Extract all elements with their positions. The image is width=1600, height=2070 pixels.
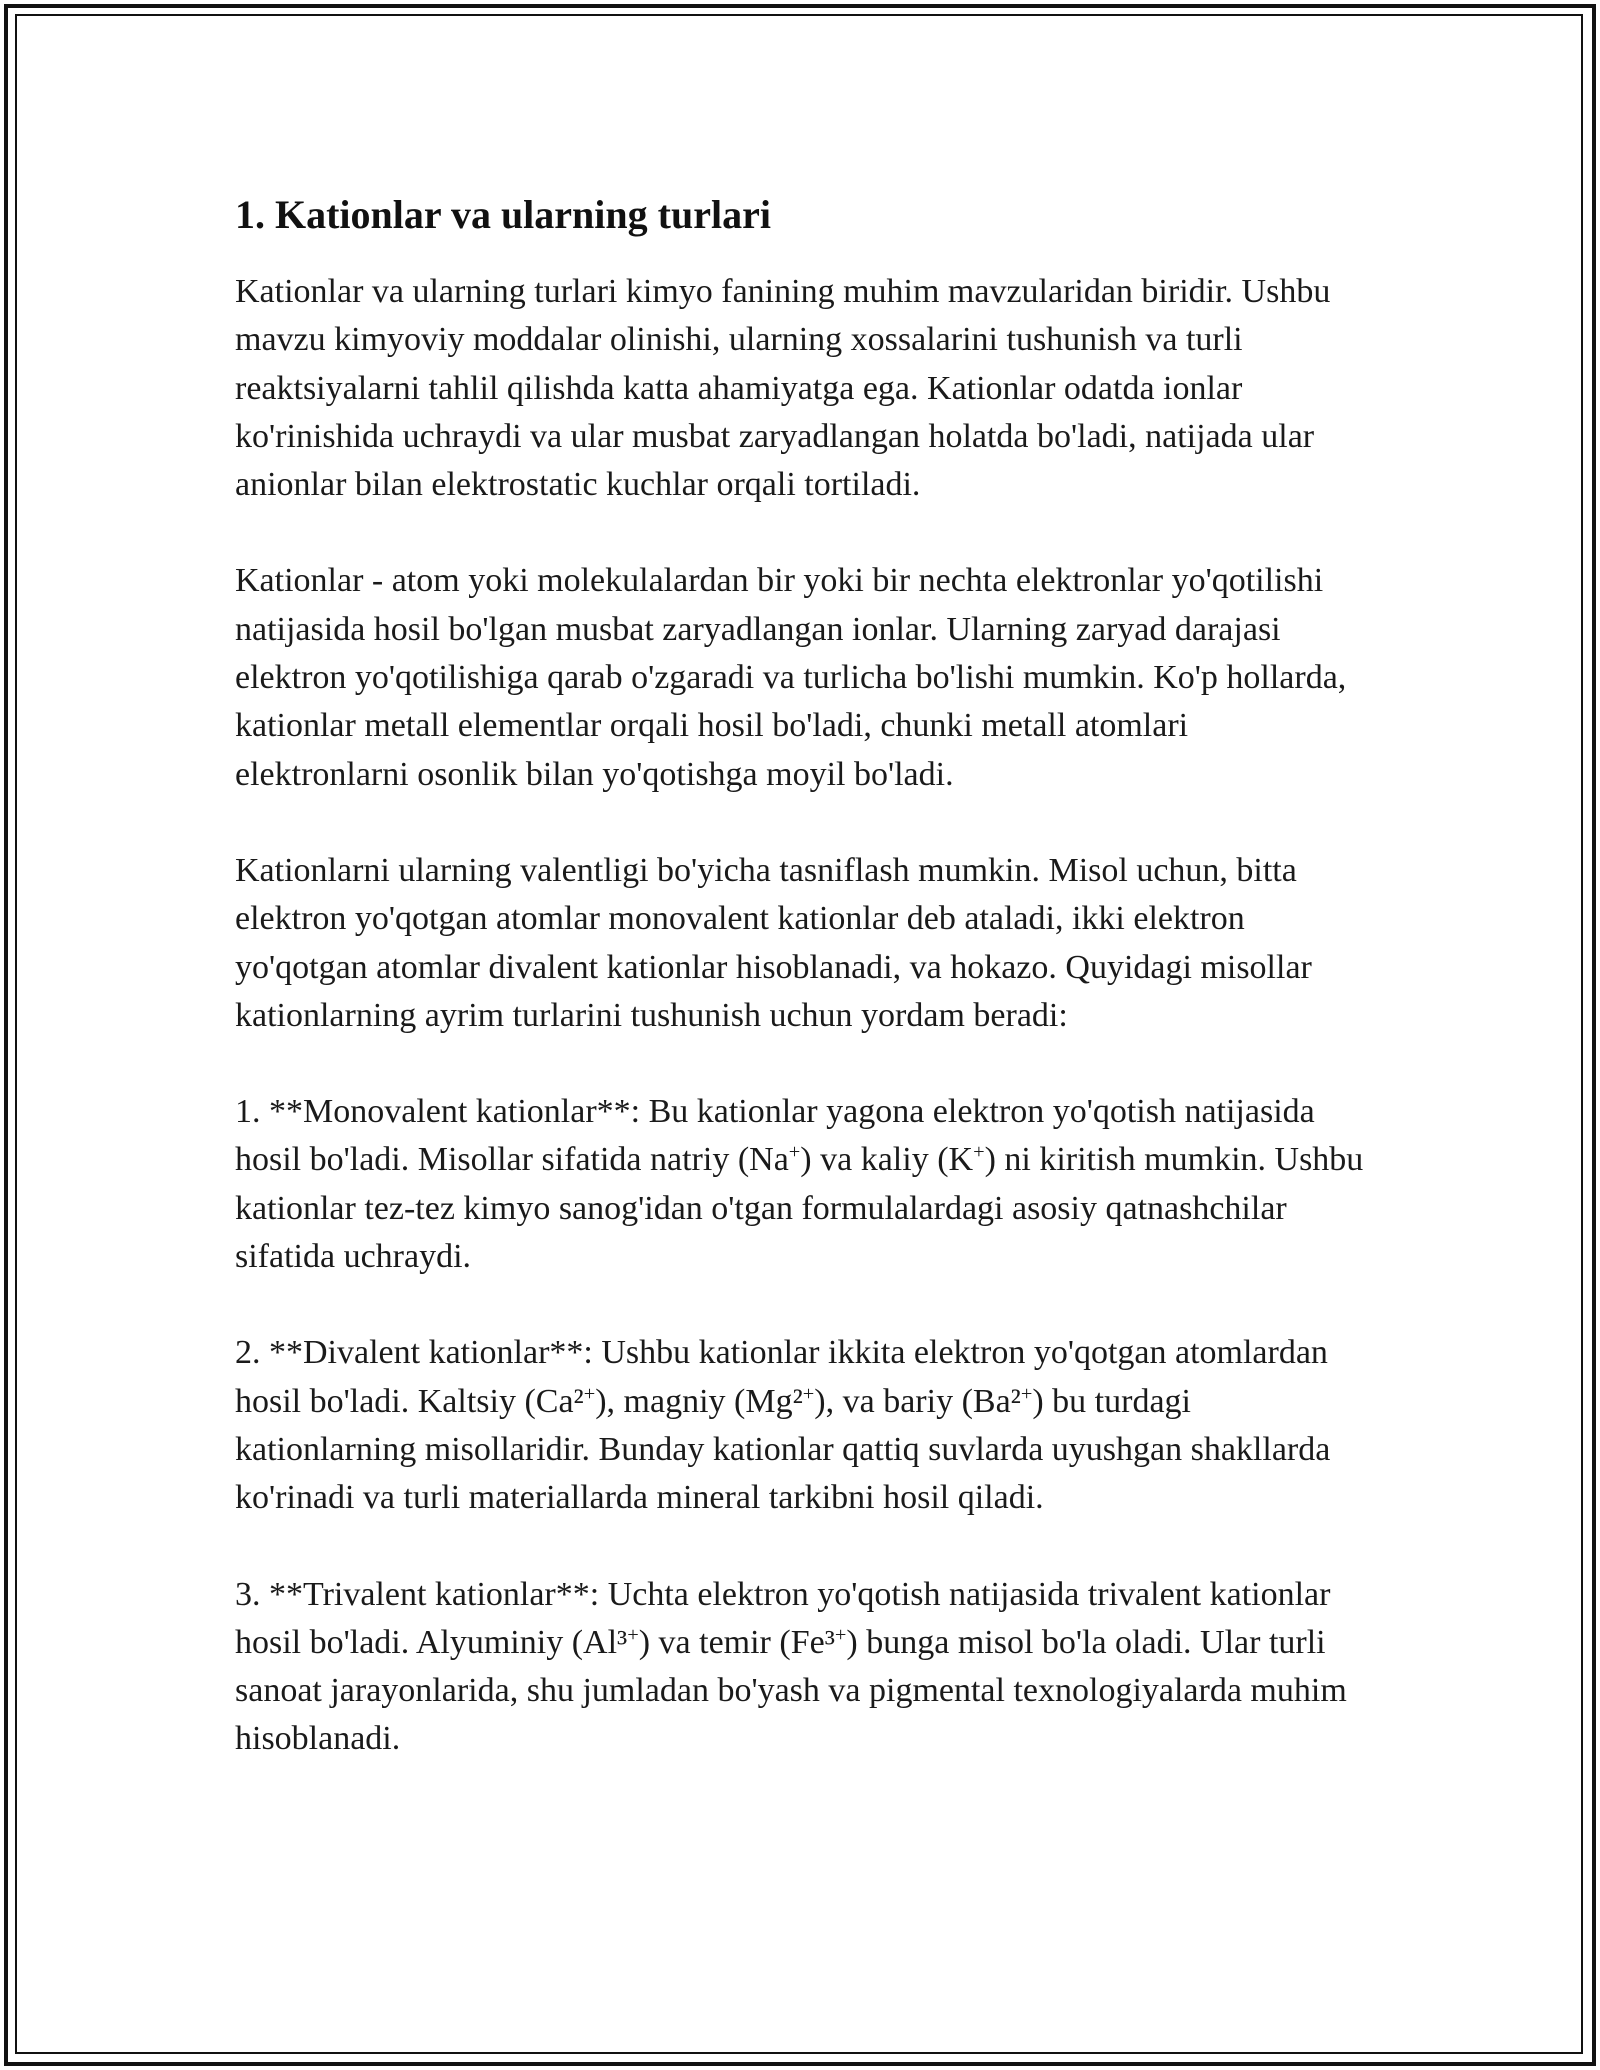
list-item-divalent: 2. **Divalent kationlar**: Ushbu kationlar ikkita elektron yo'qotgan atomlardan hosil bo'ladi. Kaltsiy (Ca²+), magniy (Mg²+), va bariy (Ba²+) bu turdagi kationlarning misollaridir. Bunday kationlar qattiq suvlarda uyushgan shakllarda ko'rinadi va turli materiallarda mineral tarkibni hosil qiladi. <box>235 1334 1331 1517</box>
list-item-trivalent: 3. **Trivalent kationlar**: Uchta elektron yo'qotish natijasida trivalent kationlar hosil bo'ladi. Alyuminiy (Al³+) va temir (Fe³+) bunga misol bo'la oladi. Ular turli sanoat jarayonlarida, shu jumladan bo'yash va pigmental texnologiyalarda muhim hisoblanadi. <box>235 1575 1347 1758</box>
list-item-monovalent: 1. **Monovalent kationlar**: Bu kationlar yagona elektron yo'qotish natijasida hosil bo'ladi. Misollar sifatida natriy (Na+) va kaliy (K+) ni kiritish mumkin. Ushbu kationlar tez-tez kimyo sanog'idan o'tgan formulalardagi asosiy qatnashchilar sifatida uchraydi. <box>235 1093 1364 1276</box>
paragraph-intro: Kationlar va ularning turlari kimyo fanining muhim mavzularidan biridir. Ushbu mavzu kimyoviy moddalar olinishi, ularning xossalarini tushunish va turli reaktsiyalarni tahlil qilishda katta ahamiyatga ega. Kationlar odatda ionlar ko'rinishida uchraydi va ular musbat zaryadlangan holatda bo'ladi, natijada ular anionlar bilan elektrostatic kuchlar orqali tortiladi. <box>235 273 1331 504</box>
document-body <box>235 190 1370 1812</box>
paragraph-definition: Kationlar - atom yoki molekulalardan bir yoki bir nechta elektronlar yo'qotilishi natijasida hosil bo'lgan musbat zaryadlangan ionlar. Ularning zaryad darajasi elektron yo'qotilishiga qarab o'zgaradi va turlicha bo'lishi mumkin. Ko'p hollarda, kationlar metall elementlar orqali hosil bo'ladi, chunki metall atomlari elektronlarni osonlik bilan yo'qotishga moyil bo'ladi. <box>235 562 1347 793</box>
section-title: 1. Kationlar va ularning turlari <box>235 192 771 237</box>
paragraph-classification: Kationlarni ularning valentligi bo'yicha tasniflash mumkin. Misol uchun, bitta elektron yo'qotgan atomlar monovalent kationlar deb ataladi, ikki elektron yo'qotgan atomlar divalent kationlar hisoblanadi, va hokazo. Quyidagi misollar kationlarning ayrim turlarini tushunish uchun yordam beradi: <box>235 851 1312 1034</box>
